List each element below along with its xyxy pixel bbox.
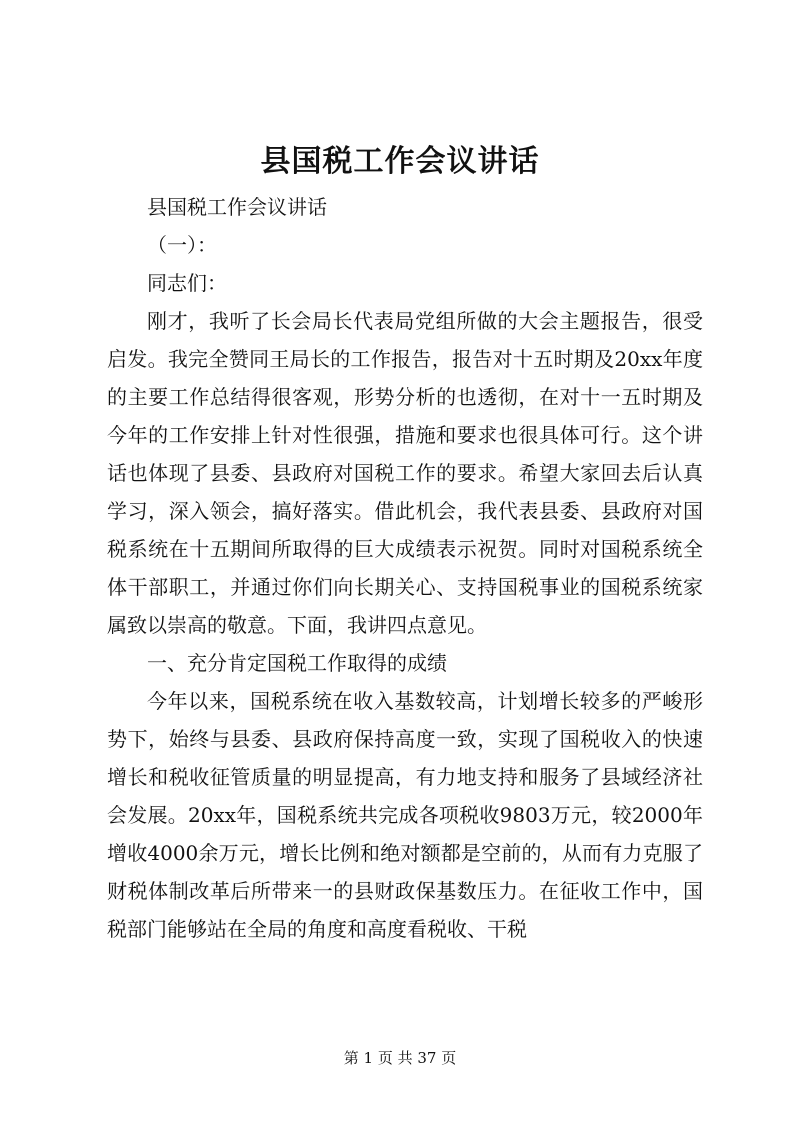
body-paragraph-2: 今年以来，国税系统在收入基数较高，计划增长较多的严峻形势下，始终与县委、县政府保持高度一致，实现了国税收入的快速增长和税收征管质量的明显提高，有力地支持和服务了县域经济社会发展。20xx年，国税系统共完成各项税收9803万元，较2000年增收4000余万元，增长比例和绝对额都是空前的，从而有力克服了财税体制改革后所带来一的县财政保基数压力。在征收工作中，国税部门能够站在全局的角度和高度看税收、干税 xyxy=(107,689,703,941)
page-footer: 第 1 页 共 37 页 xyxy=(343,1049,457,1067)
section-number-paragraph: （一）： xyxy=(147,233,217,257)
document-title: 县国税工作会议讲话 xyxy=(260,144,540,179)
section-heading: 一、充分肯定国税工作取得的成绩 xyxy=(147,651,447,675)
subtitle-paragraph: 县国税工作会议讲话 xyxy=(147,195,327,219)
salutation-paragraph: 同志们： xyxy=(147,271,227,295)
body-paragraph-1: 刚才，我听了长会局长代表局党组所做的大会主题报告，很受启发。我完全赞同王局长的工作报告，报告对十五时期及20xx年度的主要工作总结得很客观，形势分析的也透彻，在对十一五时期及今年的工作安排上针对性很强，措施和要求也很具体可行。这个讲话也体现了县委、县政府对国税工作的要求。希望大家回去后认真学习，深入领会，搞好落实。借此机会，我代表县委、县政府对国税系统在十五期间所取得的巨大成绩表示祝贺。同时对国税系统全体干部职工，并通过你们向长期关心、支持国税事业的国税系统家属致以崇高的敬意。下面，我讲四点意见。 xyxy=(107,309,703,637)
document-body xyxy=(107,188,703,948)
